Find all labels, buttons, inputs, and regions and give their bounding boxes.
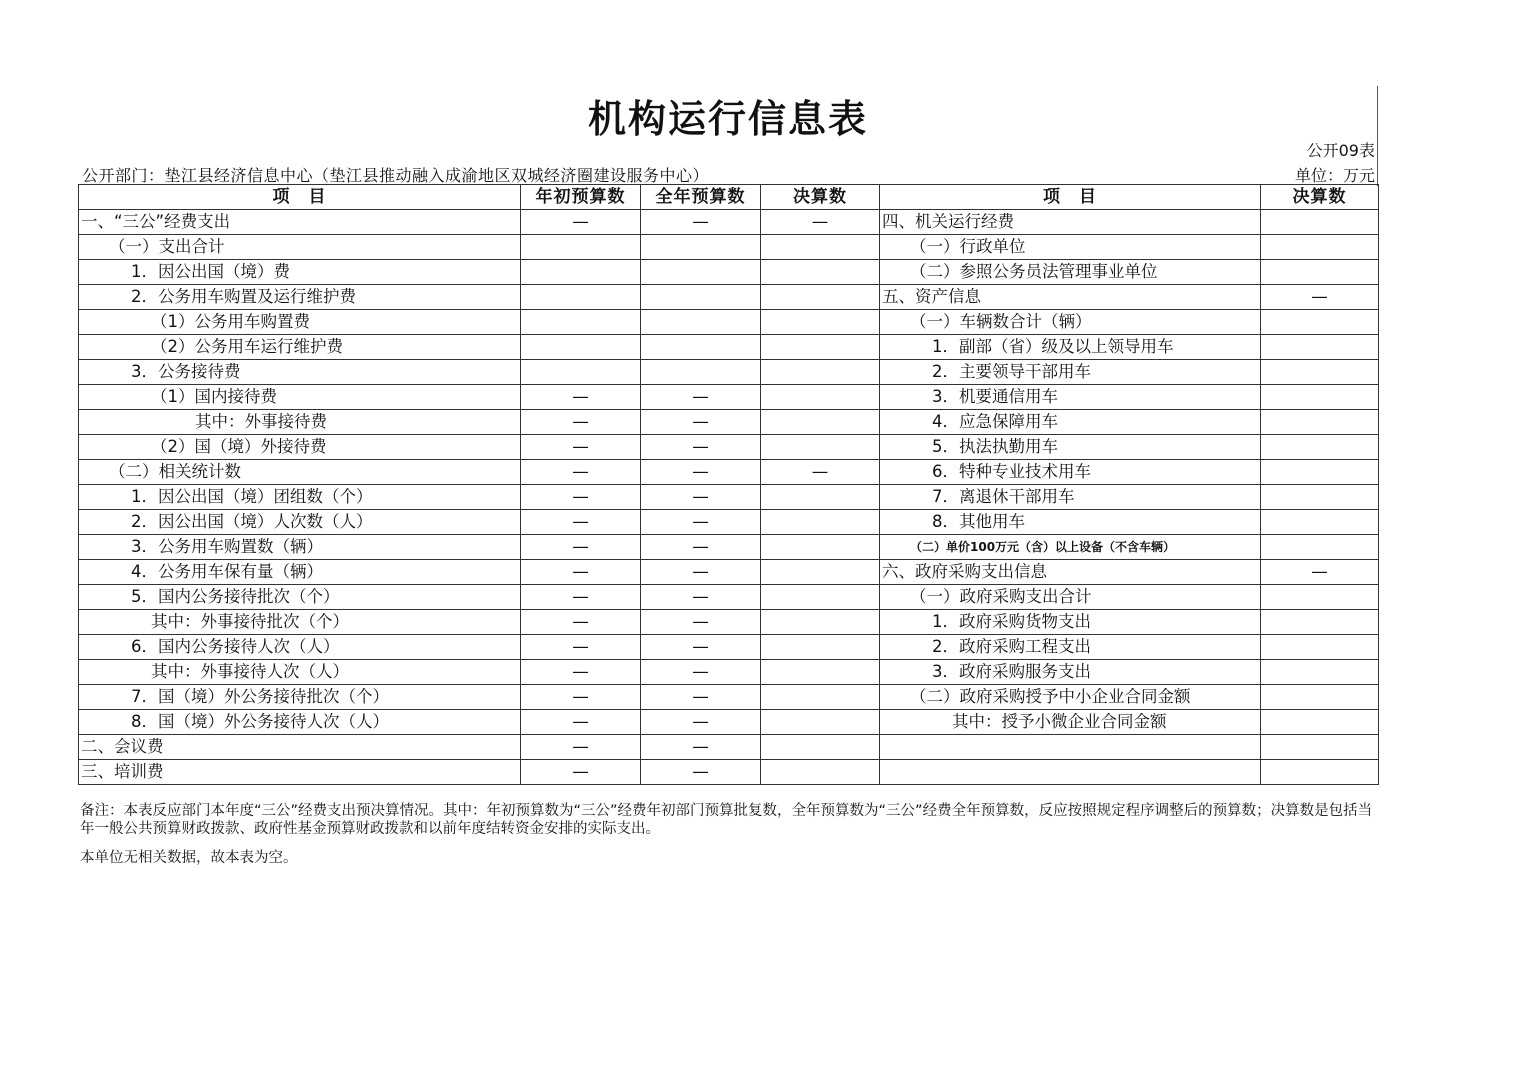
row-final xyxy=(761,360,880,385)
row-item-label-right: 4．应急保障用车 xyxy=(880,410,1261,435)
unit-label: 单位：万元 xyxy=(1294,166,1375,185)
row-initial-budget: — xyxy=(521,585,641,610)
row-final xyxy=(761,610,880,635)
table-row xyxy=(79,210,1379,235)
row-item-label: 三、培训费 xyxy=(79,760,521,785)
row-initial-budget: — xyxy=(521,535,641,560)
row-initial-budget: — xyxy=(521,610,641,635)
row-final xyxy=(761,310,880,335)
row-final xyxy=(761,560,880,585)
row-item-label-right: 四、机关运行经费 xyxy=(880,210,1261,235)
row-item-label-right: 3．机要通信用车 xyxy=(880,385,1261,410)
row-item-label-right xyxy=(880,735,1261,760)
table-header-row xyxy=(79,185,1379,210)
table-row xyxy=(79,560,1379,585)
row-item-label: （1）公务用车购置费 xyxy=(79,310,521,335)
empty-notice: 本单位无相关数据，故本表为空。 xyxy=(80,850,298,866)
row-item-label-right: 2．政府采购工程支出 xyxy=(880,635,1261,660)
table-row xyxy=(79,635,1379,660)
row-final xyxy=(761,685,880,710)
row-final-right xyxy=(1261,635,1379,660)
row-initial-budget: — xyxy=(521,685,641,710)
row-item-label-right: （一）政府采购支出合计 xyxy=(880,585,1261,610)
row-full-budget: — xyxy=(641,660,761,685)
row-item-label-right: （一）车辆数合计（辆） xyxy=(880,310,1261,335)
row-item-label-right: （二）单价100万元（含）以上设备（不含车辆） xyxy=(880,535,1261,560)
row-initial-budget: — xyxy=(521,435,641,460)
row-final xyxy=(761,285,880,310)
row-item-label-right: 2．主要领导干部用车 xyxy=(880,360,1261,385)
info-table xyxy=(78,184,1379,785)
header-full-budget: 全年预算数 xyxy=(641,185,761,210)
row-final-right xyxy=(1261,685,1379,710)
row-final xyxy=(761,735,880,760)
header-final: 决算数 xyxy=(761,185,880,210)
row-initial-budget: — xyxy=(521,510,641,535)
row-full-budget xyxy=(641,235,761,260)
header-item: 项 目 xyxy=(79,185,521,210)
table-row xyxy=(79,285,1379,310)
row-final xyxy=(761,535,880,560)
row-item-label: （1）国内接待费 xyxy=(79,385,521,410)
table-row xyxy=(79,710,1379,735)
row-initial-budget xyxy=(521,235,641,260)
row-item-label: 4．公务用车保有量（辆） xyxy=(79,560,521,585)
header-final-right: 决算数 xyxy=(1261,185,1379,210)
row-item-label: 1．因公出国（境）团组数（个） xyxy=(79,485,521,510)
row-item-label: 5．国内公务接待批次（个） xyxy=(79,585,521,610)
table-row xyxy=(79,585,1379,610)
row-item-label: 2．因公出国（境）人次数（人） xyxy=(79,510,521,535)
page-title: 机构运行信息表 xyxy=(587,96,868,141)
row-initial-budget: — xyxy=(521,485,641,510)
row-final-right xyxy=(1261,310,1379,335)
row-item-label-right: 五、资产信息 xyxy=(880,285,1261,310)
table-row xyxy=(79,510,1379,535)
table-row xyxy=(79,335,1379,360)
table-row xyxy=(79,535,1379,560)
row-final-right xyxy=(1261,760,1379,785)
row-full-budget: — xyxy=(641,735,761,760)
row-initial-budget: — xyxy=(521,760,641,785)
row-item-label: 2．公务用车购置及运行维护费 xyxy=(79,285,521,310)
row-item-label: 二、会议费 xyxy=(79,735,521,760)
row-full-budget: — xyxy=(641,210,761,235)
row-item-label-right: 六、政府采购支出信息 xyxy=(880,560,1261,585)
row-item-label: （二）相关统计数 xyxy=(79,460,521,485)
table-row xyxy=(79,685,1379,710)
table-row xyxy=(79,310,1379,335)
row-final xyxy=(761,635,880,660)
row-item-label: 其中：外事接待批次（个） xyxy=(79,610,521,635)
row-initial-budget: — xyxy=(521,460,641,485)
row-initial-budget xyxy=(521,310,641,335)
row-final-right xyxy=(1261,660,1379,685)
row-full-budget: — xyxy=(641,760,761,785)
row-initial-budget: — xyxy=(521,710,641,735)
row-item-label-right: 3．政府采购服务支出 xyxy=(880,660,1261,685)
row-final-right xyxy=(1261,535,1379,560)
row-item-label-right xyxy=(880,760,1261,785)
table-row xyxy=(79,460,1379,485)
row-full-budget xyxy=(641,360,761,385)
row-final-right xyxy=(1261,385,1379,410)
table-row xyxy=(79,385,1379,410)
row-final-right: — xyxy=(1261,560,1379,585)
row-full-budget: — xyxy=(641,685,761,710)
page-edge-line xyxy=(1377,86,1378,186)
row-full-budget xyxy=(641,285,761,310)
row-final-right xyxy=(1261,710,1379,735)
row-item-label-right: 7．离退休干部用车 xyxy=(880,485,1261,510)
table-row xyxy=(79,410,1379,435)
row-initial-budget: — xyxy=(521,410,641,435)
row-initial-budget: — xyxy=(521,660,641,685)
row-final-right xyxy=(1261,460,1379,485)
row-final-right xyxy=(1261,610,1379,635)
row-final xyxy=(761,585,880,610)
row-item-label-right: 1．副部（省）级及以上领导用车 xyxy=(880,335,1261,360)
row-item-label: 一、“三公”经费支出 xyxy=(79,210,521,235)
row-final-right xyxy=(1261,585,1379,610)
row-full-budget: — xyxy=(641,410,761,435)
table-row xyxy=(79,610,1379,635)
row-initial-budget xyxy=(521,260,641,285)
row-item-label: 1．因公出国（境）费 xyxy=(79,260,521,285)
header-initial-budget: 年初预算数 xyxy=(521,185,641,210)
header-item-right: 项 目 xyxy=(880,185,1261,210)
row-final xyxy=(761,510,880,535)
row-initial-budget xyxy=(521,285,641,310)
row-item-label-right: 5．执法执勤用车 xyxy=(880,435,1261,460)
row-final xyxy=(761,385,880,410)
row-final xyxy=(761,760,880,785)
row-final-right: — xyxy=(1261,285,1379,310)
table-row xyxy=(79,760,1379,785)
row-full-budget: — xyxy=(641,385,761,410)
row-final xyxy=(761,710,880,735)
table-row xyxy=(79,485,1379,510)
row-item-label: 8．国（境）外公务接待人次（人） xyxy=(79,710,521,735)
table-row xyxy=(79,235,1379,260)
department-label: 公开部门：垫江县经济信息中心（垫江县推动融入成渝地区双城经济圈建设服务中心） xyxy=(82,166,710,185)
row-final-right xyxy=(1261,260,1379,285)
row-item-label-right: 6．特种专业技术用车 xyxy=(880,460,1261,485)
row-initial-budget: — xyxy=(521,560,641,585)
row-full-budget: — xyxy=(641,485,761,510)
row-item-label: （一）支出合计 xyxy=(79,235,521,260)
table-row xyxy=(79,435,1379,460)
form-code: 公开09表 xyxy=(1306,141,1375,160)
table-row xyxy=(79,660,1379,685)
row-final-right xyxy=(1261,485,1379,510)
row-final-right xyxy=(1261,235,1379,260)
table-row xyxy=(79,260,1379,285)
row-final-right xyxy=(1261,510,1379,535)
row-item-label-right: 其中：授予小微企业合同金额 xyxy=(880,710,1261,735)
table-row xyxy=(79,360,1379,385)
row-item-label: 3．公务接待费 xyxy=(79,360,521,385)
row-item-label-right: （一）行政单位 xyxy=(880,235,1261,260)
row-initial-budget xyxy=(521,335,641,360)
row-full-budget: — xyxy=(641,535,761,560)
row-initial-budget: — xyxy=(521,635,641,660)
row-initial-budget: — xyxy=(521,210,641,235)
row-final-right xyxy=(1261,735,1379,760)
row-full-budget xyxy=(641,260,761,285)
row-item-label: 6．国内公务接待人次（人） xyxy=(79,635,521,660)
row-final: — xyxy=(761,210,880,235)
row-final-right xyxy=(1261,435,1379,460)
row-final xyxy=(761,260,880,285)
row-full-budget xyxy=(641,310,761,335)
row-initial-budget: — xyxy=(521,385,641,410)
row-full-budget xyxy=(641,335,761,360)
row-final xyxy=(761,335,880,360)
row-final-right xyxy=(1261,410,1379,435)
row-initial-budget: — xyxy=(521,735,641,760)
row-full-budget: — xyxy=(641,435,761,460)
row-item-label-right: 8．其他用车 xyxy=(880,510,1261,535)
row-item-label-right: （二）参照公务员法管理事业单位 xyxy=(880,260,1261,285)
row-item-label: 其中：外事接待人次（人） xyxy=(79,660,521,685)
row-full-budget: — xyxy=(641,610,761,635)
row-full-budget: — xyxy=(641,560,761,585)
row-initial-budget xyxy=(521,360,641,385)
row-final: — xyxy=(761,460,880,485)
row-final-right xyxy=(1261,210,1379,235)
row-final-right xyxy=(1261,360,1379,385)
row-final xyxy=(761,485,880,510)
row-item-label-right: （二）政府采购授予中小企业合同金额 xyxy=(880,685,1261,710)
footnote: 备注：本表反应部门本年度“三公”经费支出预决算情况。其中：年初预算数为“三公”经费年初部门预算批复数，全年预算数为“三公”经费全年预算数，反应按照规定程序调整后的预算数；决算数是包括当年一般公共预算财政拨款、政府性基金预算财政拨款和以前年度结转资金安排的实际支出。 xyxy=(80,803,1373,837)
row-full-budget: — xyxy=(641,510,761,535)
row-final xyxy=(761,660,880,685)
row-full-budget: — xyxy=(641,710,761,735)
row-final xyxy=(761,410,880,435)
row-item-label-right: 1．政府采购货物支出 xyxy=(880,610,1261,635)
row-item-label: 其中：外事接待费 xyxy=(79,410,521,435)
row-full-budget: — xyxy=(641,635,761,660)
row-final-right xyxy=(1261,335,1379,360)
row-item-label: 3．公务用车购置数（辆） xyxy=(79,535,521,560)
row-item-label: （2）公务用车运行维护费 xyxy=(79,335,521,360)
row-full-budget: — xyxy=(641,585,761,610)
row-item-label: （2）国（境）外接待费 xyxy=(79,435,521,460)
row-item-label: 7．国（境）外公务接待批次（个） xyxy=(79,685,521,710)
table-row xyxy=(79,735,1379,760)
row-final xyxy=(761,235,880,260)
row-full-budget: — xyxy=(641,460,761,485)
row-final xyxy=(761,435,880,460)
